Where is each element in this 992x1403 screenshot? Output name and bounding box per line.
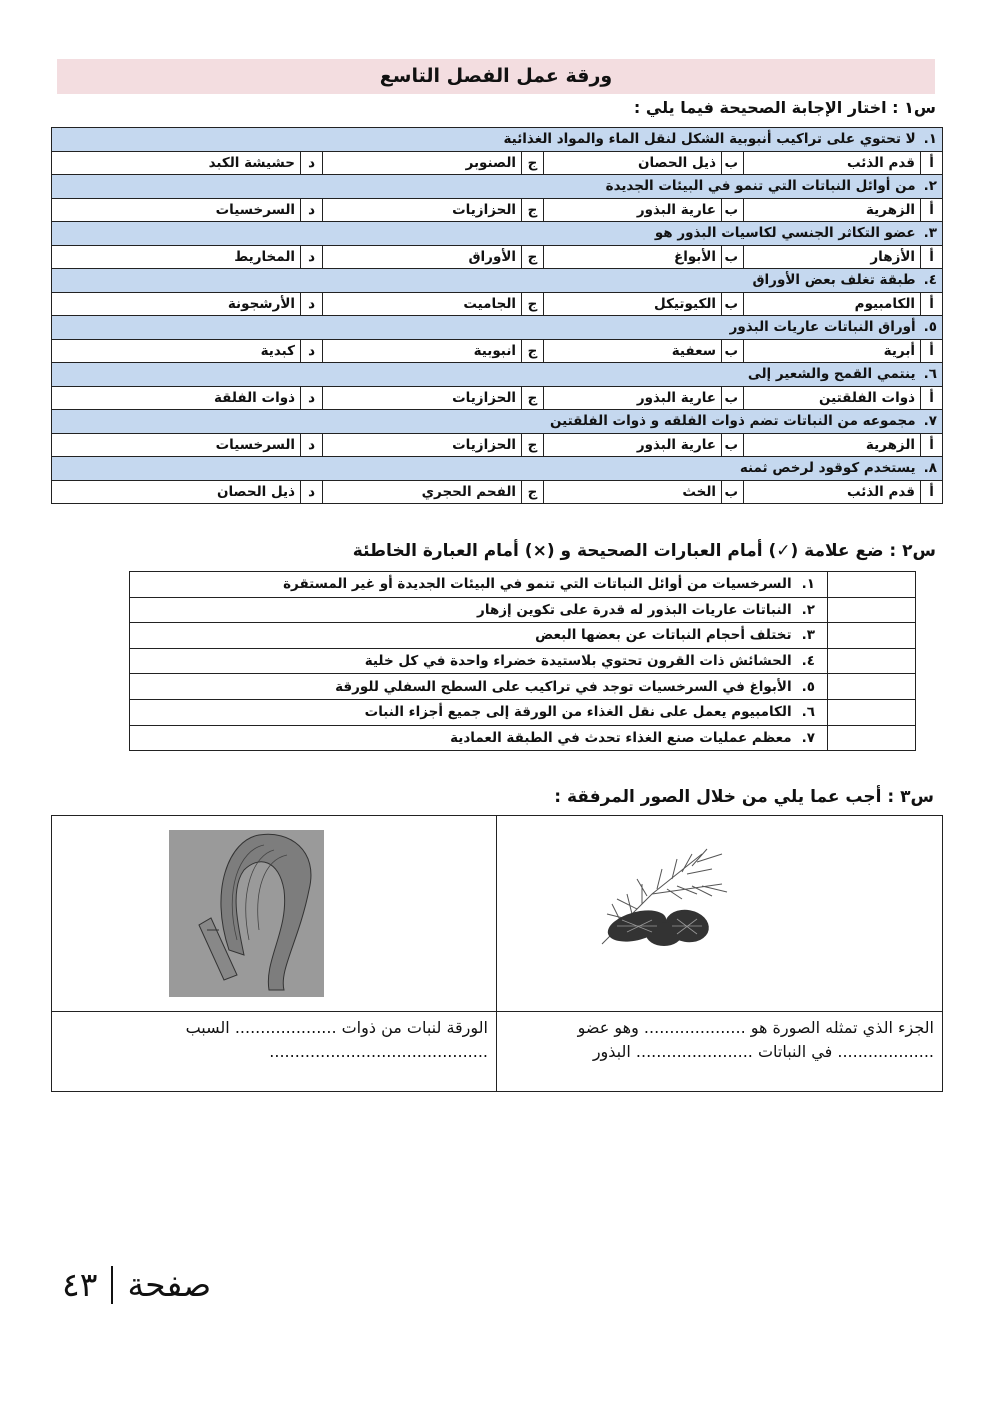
q3-right-answer: الجزء الذي تمثله الصورة هو .................... وهو عضو ................... في النباتات ....................... البذور bbox=[497, 1012, 943, 1092]
q2-statement-row bbox=[130, 597, 916, 623]
option-text[interactable]: الكيوتيكل bbox=[544, 292, 722, 316]
q2-heading: س٢ : ضع علامة (✓) أمام العبارات الصحيحة و (×) أمام العبارة الخاطئة bbox=[352, 541, 936, 561]
question-text: مجموعه من النباتات تضم ذوات الفلقه و ذوات الفلقتين bbox=[550, 413, 916, 430]
q2-statement-row bbox=[130, 623, 916, 649]
option-text[interactable]: قدم الذئب bbox=[744, 151, 921, 175]
option-letter: ج bbox=[522, 339, 544, 363]
question-number: ٥. bbox=[923, 319, 938, 336]
question-text: طبقة تغلف بعض الأوراق bbox=[752, 272, 916, 289]
q1-options-row bbox=[52, 151, 943, 175]
option-letter: ب bbox=[722, 433, 744, 457]
q1-options-row bbox=[52, 386, 943, 410]
option-text[interactable]: الزهرية bbox=[744, 198, 921, 222]
option-letter: ج bbox=[522, 292, 544, 316]
option-text[interactable]: عارية البذور bbox=[544, 386, 722, 410]
q2-statement-row bbox=[130, 699, 916, 725]
page-footer bbox=[62, 1265, 211, 1304]
option-text[interactable]: الأوراق bbox=[323, 245, 522, 269]
option-text[interactable]: سعفية bbox=[544, 339, 722, 363]
option-text[interactable]: الحزازيات bbox=[323, 198, 522, 222]
leaf-image-cell bbox=[52, 816, 497, 1012]
q1-question-row bbox=[52, 222, 943, 246]
footer-label: صفحة bbox=[127, 1265, 212, 1304]
q2-statement-row bbox=[130, 648, 916, 674]
option-text[interactable]: الحزازيات bbox=[323, 433, 522, 457]
option-letter: أ bbox=[921, 433, 943, 457]
option-letter: ج bbox=[522, 151, 544, 175]
q2-statement-row bbox=[130, 725, 916, 751]
option-letter: د bbox=[301, 386, 323, 410]
answer-box[interactable] bbox=[828, 648, 916, 674]
question-number: ٢. bbox=[923, 178, 938, 195]
answer-box[interactable] bbox=[828, 572, 916, 598]
statement-number: ٣. bbox=[801, 627, 815, 644]
option-text[interactable]: ذوات الفلقة bbox=[52, 386, 301, 410]
statement-text: الأبواغ في السرخسيات توجد في تراكيب على السطح السفلي للورقة bbox=[335, 678, 792, 695]
question-number: ٣. bbox=[923, 225, 938, 242]
option-text[interactable]: أبرية bbox=[744, 339, 921, 363]
statement-text: تختلف أحجام النباتات عن بعضها البعض bbox=[535, 627, 792, 644]
option-letter: د bbox=[301, 480, 323, 504]
statement-text: السرخسيات من أوائل النباتات التي تنمو في البيئات الجديدة أو غير المستقرة bbox=[283, 576, 792, 593]
leaf-image bbox=[169, 830, 324, 997]
option-letter: ب bbox=[722, 292, 744, 316]
answer-box[interactable] bbox=[828, 725, 916, 751]
option-letter: ج bbox=[522, 198, 544, 222]
answer-box[interactable] bbox=[828, 623, 916, 649]
option-text[interactable]: ذيل الحصان bbox=[52, 480, 301, 504]
statement-number: ١. bbox=[801, 576, 815, 593]
statement-text: الكامبيوم يعمل على نقل الغذاء من الورقة إلى جميع أجزاء النبات bbox=[364, 704, 792, 721]
option-text[interactable]: ذيل الحصان bbox=[544, 151, 722, 175]
option-text[interactable]: الأبواغ bbox=[544, 245, 722, 269]
option-text[interactable]: الزهرية bbox=[744, 433, 921, 457]
option-letter: أ bbox=[921, 151, 943, 175]
q1-options-row bbox=[52, 245, 943, 269]
q1-table bbox=[51, 127, 943, 504]
statement-number: ٢. bbox=[801, 601, 815, 618]
q1-options-row bbox=[52, 198, 943, 222]
option-text[interactable]: السرخسيات bbox=[52, 198, 301, 222]
question-text: من أوائل النباتات التي تنمو في البيئات الجديدة bbox=[605, 178, 916, 195]
option-text[interactable]: الكامبيوم bbox=[744, 292, 921, 316]
option-text[interactable]: الخث bbox=[544, 480, 722, 504]
option-text[interactable]: الأزهار bbox=[744, 245, 921, 269]
question-text: ينتمي القمح والشعير إلى bbox=[747, 366, 916, 383]
q2-statement-row bbox=[130, 674, 916, 700]
option-text[interactable]: كبدية bbox=[52, 339, 301, 363]
option-letter: ج bbox=[522, 386, 544, 410]
option-letter: أ bbox=[921, 198, 943, 222]
option-letter: ب bbox=[722, 151, 744, 175]
q1-options-row bbox=[52, 292, 943, 316]
q1-question-row bbox=[52, 457, 943, 481]
option-letter: د bbox=[301, 245, 323, 269]
option-text[interactable]: حشيشة الكبد bbox=[52, 151, 301, 175]
q1-heading: س١ : اختار الإجابة الصحيحة فيما يلي : bbox=[633, 98, 936, 117]
question-text: أوراق النباتات عاريات البذور bbox=[729, 319, 916, 336]
option-letter: ب bbox=[722, 198, 744, 222]
q1-options-row bbox=[52, 433, 943, 457]
option-letter: أ bbox=[921, 480, 943, 504]
option-text[interactable]: انبوبية bbox=[323, 339, 522, 363]
statement-number: ٧. bbox=[801, 729, 815, 746]
option-text[interactable]: المخاريط bbox=[52, 245, 301, 269]
option-letter: ب bbox=[722, 339, 744, 363]
option-text[interactable]: الصنوبر bbox=[323, 151, 522, 175]
option-letter: د bbox=[301, 198, 323, 222]
option-letter: د bbox=[301, 151, 323, 175]
option-letter: ب bbox=[722, 386, 744, 410]
option-text[interactable]: الجاميت bbox=[323, 292, 522, 316]
question-text: عضو التكاثر الجنسي لكاسيات البذور هو bbox=[654, 225, 916, 242]
q1-options-row bbox=[52, 480, 943, 504]
option-text[interactable]: الفحم الحجري bbox=[323, 480, 522, 504]
option-text[interactable]: عارية البذور bbox=[544, 198, 722, 222]
question-number: ٤. bbox=[923, 272, 938, 289]
q1-question-row bbox=[52, 128, 943, 152]
option-letter: ج bbox=[522, 480, 544, 504]
statement-text: النباتات عاريات البذور له قدرة على تكوين إزهار bbox=[477, 601, 792, 618]
option-text[interactable]: السرخسيات bbox=[52, 433, 301, 457]
q2-table bbox=[129, 571, 916, 751]
option-letter: د bbox=[301, 339, 323, 363]
question-number: ٧. bbox=[923, 413, 938, 430]
statement-text: معظم عمليات صنع الغذاء تحدث في الطبقة العمادية bbox=[450, 729, 792, 746]
answer-box[interactable] bbox=[828, 699, 916, 725]
option-letter: د bbox=[301, 292, 323, 316]
question-number: ٨. bbox=[923, 460, 938, 477]
statement-text: الحشائش ذات القرون تحتوي بلاستيدة خضراء واحدة في كل خلية bbox=[364, 653, 792, 670]
pine-image-cell bbox=[497, 816, 943, 1012]
option-text[interactable]: قدم الذئب bbox=[744, 480, 921, 504]
q1-options-row bbox=[52, 339, 943, 363]
option-letter: أ bbox=[921, 245, 943, 269]
q1-question-row bbox=[52, 410, 943, 434]
pine-cone-image bbox=[582, 834, 742, 964]
option-letter: ج bbox=[522, 245, 544, 269]
question-number: ٦. bbox=[923, 366, 938, 383]
option-text[interactable]: الحزازيات bbox=[323, 386, 522, 410]
question-number: ١. bbox=[923, 131, 938, 148]
option-letter: أ bbox=[921, 292, 943, 316]
q3-left-answer: الورقة لنبات من ذوات .................... السبب ........................................... bbox=[52, 1012, 497, 1092]
q2-statement-row bbox=[130, 572, 916, 598]
answer-box[interactable] bbox=[828, 674, 916, 700]
option-letter: ب bbox=[722, 480, 744, 504]
page-number: ٤٣ bbox=[62, 1265, 98, 1304]
statement-number: ٦. bbox=[801, 704, 815, 721]
option-letter: د bbox=[301, 433, 323, 457]
option-letter: أ bbox=[921, 386, 943, 410]
worksheet-title: ورقة عمل الفصل التاسع bbox=[57, 59, 935, 94]
option-text[interactable]: عارية البذور bbox=[544, 433, 722, 457]
question-text: لا تحتوي على تراكيب أنبوبية الشكل لنقل الماء والمواد الغذائية bbox=[503, 131, 916, 148]
option-letter: أ bbox=[921, 339, 943, 363]
statement-number: ٤. bbox=[801, 653, 815, 670]
q3-table bbox=[51, 815, 943, 1092]
option-letter: ب bbox=[722, 245, 744, 269]
q1-question-row bbox=[52, 175, 943, 199]
q1-question-row bbox=[52, 316, 943, 340]
question-text: يستخدم كوقود لرخص ثمنه bbox=[739, 460, 916, 477]
q3-heading: س٣ : أجب عما يلي من خلال الصور المرفقة : bbox=[554, 787, 934, 807]
answer-box[interactable] bbox=[828, 597, 916, 623]
footer-divider bbox=[111, 1266, 113, 1304]
statement-number: ٥. bbox=[801, 678, 815, 695]
option-letter: ج bbox=[522, 433, 544, 457]
q1-question-row bbox=[52, 363, 943, 387]
option-text[interactable]: ذوات الفلقتين bbox=[744, 386, 921, 410]
option-text[interactable]: الأرشجونة bbox=[52, 292, 301, 316]
q1-question-row bbox=[52, 269, 943, 293]
